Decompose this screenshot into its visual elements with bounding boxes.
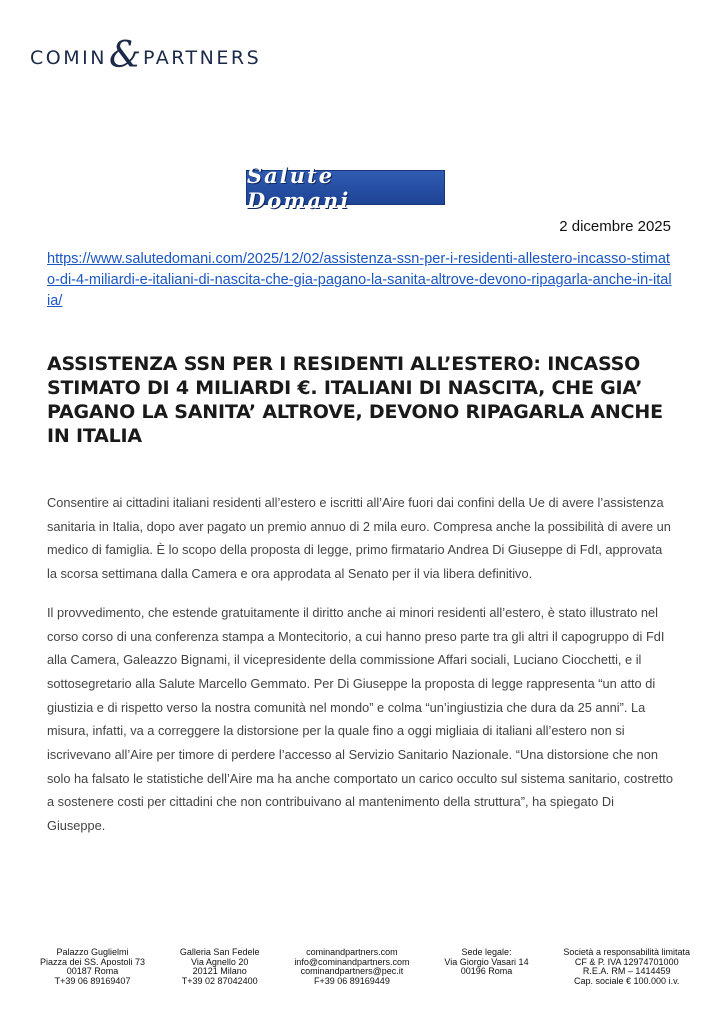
footer-line: 00187 Roma [66, 966, 119, 976]
footer-line: 00196 Roma [460, 966, 513, 976]
footer-legal-seat [444, 948, 528, 986]
article-headline: ASSISTENZA SSN PER I RESIDENTI ALL’ESTERO: INCASSO STIMATO DI 4 MILIARDI €. ITALIANI DI NASCITA, CHE GIA’ PAGANO LA SANITA’ ALTROVE, DEVONO RIPAGARLA ANCHE IN ITALIA [47, 353, 663, 447]
article-body [47, 491, 675, 853]
logo-word-left: COMIN [30, 47, 107, 69]
comin-partners-logo [30, 35, 262, 76]
footer-line: 20121 Milano [192, 966, 247, 976]
logo-ampersand: & [108, 35, 141, 76]
body-paragraph: Consentire ai cittadini italiani residenti all’estero e iscritti all’Aire fuori dai confini della Ue di avere l’assistenza sanitaria in Italia, dopo aver pagato un premio annuo di 2 mila euro. Compresa anche la possibilità di avere un medico di famiglia. È lo scopo della proposta di legge, primo firmatario Andrea Di Giuseppe di FdI, approvata la scorsa settimana dalla Camera e ora approdata al Senato per il via libera definitivo. [47, 495, 671, 582]
body-paragraph: Il provvedimento, che estende gratuitamente il diritto anche ai minori residenti all’estero, è stato illustrato nel corso corso di una conferenza stampa a Montecitorio, a cui hanno preso parte tra gli altri il capogruppo di FdI alla Camera, Galeazzo Bignami, il vicepresidente della commissione Affari sociali, Luciano Ciocchetti, e il sottosegretario alla Salute Marcello Gemmato. Per Di Giuseppe la proposta di legge rappresenta “un atto di giustizia e di rispetto verso la nostra comunità nel mondo” e colma “un’ingiustizia che dura da 25 anni”. La misura, infatti, va a correggere la distorsione per la quale fino a oggi migliaia di italiani all’estero non si iscrivevano all’Aire per timore di perdere l’accesso al Servizio Sanitario Nazionale. “Una distorsione che non solo ha falsato le statistiche dell’Aire ma ha anche comportato un carico occulto sul sistema sanitario, costretto a sostenere costi per cittadini che non contribuivano al mantenimento della struttura”, ha spiegato Di Giuseppe. [47, 604, 673, 834]
footer-line: Piazza dei SS. Apostoli 73 [40, 956, 146, 967]
article-link[interactable]: https://www.salutedomani.com/2025/12/02/assistenza-ssn-per-i-residenti-allestero-incasso-stimato-di-4-miliardi-e-italiani-di-nascita-che-gia-pagano-la-sanita-altrove-devono-ripagarla-anche-in-italia/ [47, 251, 672, 309]
footer-milan-office [180, 948, 260, 986]
logo-word-right: PARTNERS [142, 47, 262, 69]
footer-line: Palazzo Guglielmi [56, 947, 129, 957]
masthead-title: Salute Domani [247, 162, 351, 213]
footer-line: Cap. sociale € 100.000 i.v. [574, 975, 680, 986]
footer-company-info [563, 948, 690, 986]
footer-line: R.E.A. RM – 1414459 [582, 966, 671, 976]
footer-line: Via Agnello 20 [191, 956, 249, 967]
footer-line: Sede legale: [461, 947, 512, 957]
footer-line: Galleria San Fedele [179, 947, 260, 957]
footer-line: CF & P. IVA 12974701000 [574, 956, 679, 967]
footer-line: info@cominandpartners.com [294, 956, 410, 967]
footer-line: Via Giorgio Vasari 14 [444, 956, 529, 967]
footer-line: cominandpartners@pec.it [300, 966, 404, 976]
footer-line: T+39 06 89169407 [54, 975, 131, 986]
footer-line: T+39 02 87042400 [181, 975, 258, 986]
article-date: 2 dicembre 2025 [559, 218, 671, 235]
footer-line: Società a responsabilità limitata [563, 947, 690, 957]
salute-domani-masthead [246, 162, 445, 213]
page-footer [40, 948, 690, 986]
footer-line: F+39 06 89169449 [314, 975, 390, 986]
footer-rome-office [40, 948, 145, 986]
footer-line: cominandpartners.com [306, 947, 398, 957]
footer-contacts [294, 948, 409, 986]
